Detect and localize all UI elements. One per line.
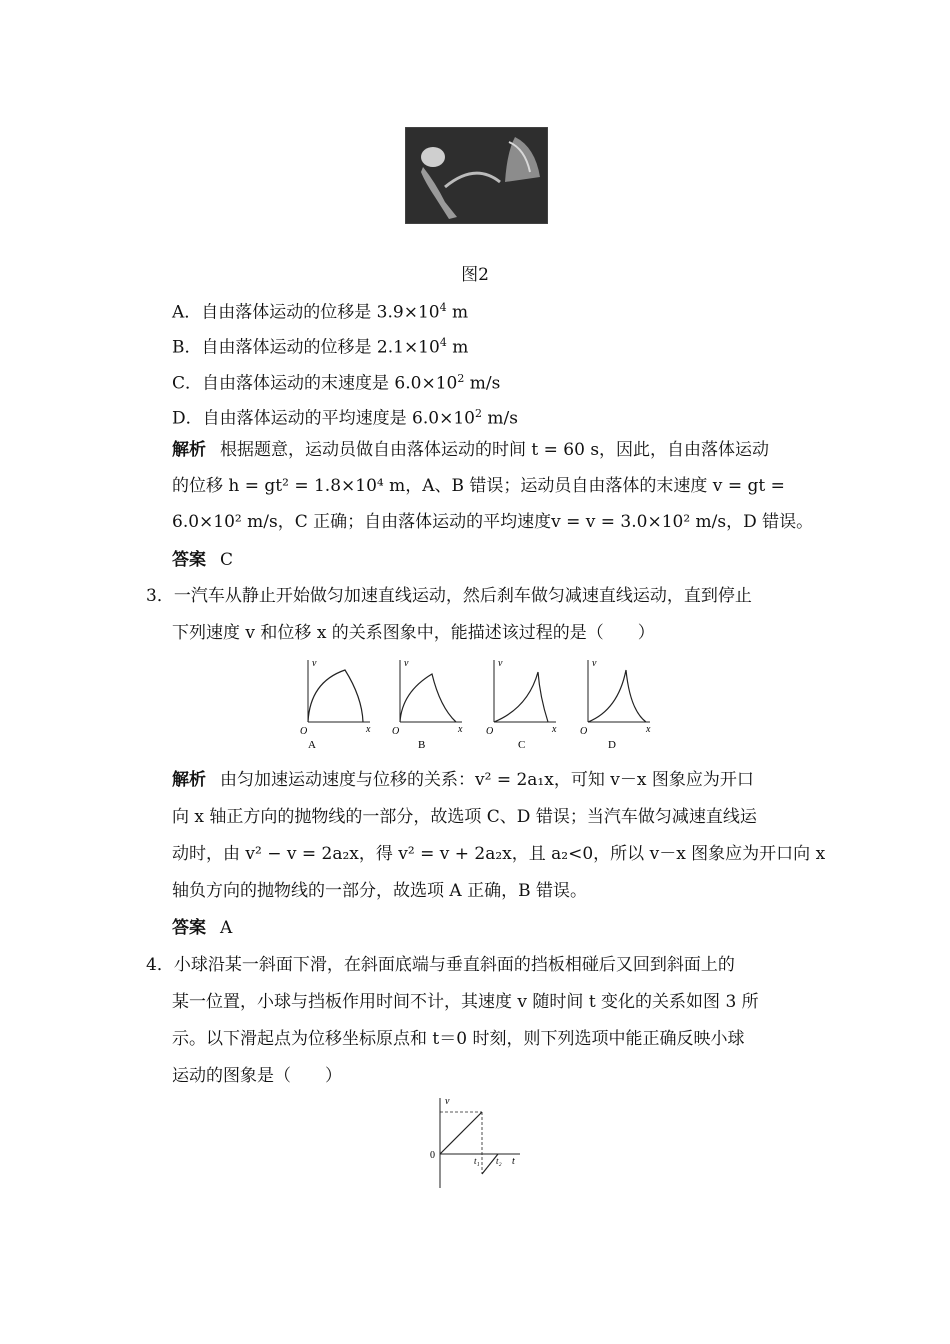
option-c: C．自由落体运动的末速度是 $6.0\times 10^2$ m/s xyxy=(172,372,501,394)
q3-analysis-line3: 动时，由 v² − v = 2a₂x，得 v² = v + 2a₂x，且 a₂<0，所以 v－x 图象应为开口向 x xyxy=(172,844,826,864)
graph-c-letter: C xyxy=(518,739,526,751)
graph-a-letter: A xyxy=(308,739,316,751)
q3-analysis-line1: 解析 由匀加速运动速度与位移的关系：v² = 2a₁x，可知 v－x 图象应为开口 xyxy=(172,770,754,790)
graph-b-x-label: x xyxy=(458,724,463,735)
graph-c-v-label: v xyxy=(498,658,503,669)
graph-a-x-label: x xyxy=(366,724,371,735)
q3-graphs xyxy=(290,652,660,762)
q3-analysis-line4: 轴负方向的抛物线的一部分，故选项 A 正确，B 错误。 xyxy=(172,881,587,901)
graph-d-o-label: O xyxy=(580,726,588,737)
q3-line1: 3．一汽车从静止开始做匀加速直线运动，然后刹车做匀减速直线运动，直到停止 xyxy=(146,586,752,606)
q4-line1: 4．小球沿某一斜面下滑，在斜面底端与垂直斜面的挡板相碰后又回到斜面上的 xyxy=(146,955,735,975)
graph-c-o-label: O xyxy=(486,726,494,737)
graph-a-o-label: O xyxy=(300,726,308,737)
q2-analysis-line1: 解析 根据题意，运动员做自由落体运动的时间 t = 60 s，因此，自由落体运动 xyxy=(172,440,770,460)
figure-caption: 图2 xyxy=(461,265,489,285)
graph-b-o-label: O xyxy=(392,726,400,737)
q4-line3: 示。以下滑起点为位移坐标原点和 t＝0 时刻，则下列选项中能正确反映小球 xyxy=(172,1029,745,1049)
q4-line2: 某一位置，小球与挡板作用时间不计，其速度 v 随时间 t 变化的关系如图 3 所 xyxy=(172,992,759,1012)
graph-d-v-label: v xyxy=(592,658,597,669)
graph-d-letter: D xyxy=(608,739,616,751)
graph-b-v-label: v xyxy=(404,658,409,669)
graph-b-letter: B xyxy=(418,739,426,751)
q2-answer: 答案 C xyxy=(172,550,234,570)
q3-line2: 下列速度 v 和位移 x 的关系图象中，能描述该过程的是（ ） xyxy=(172,623,655,643)
vt-t-label: t xyxy=(512,1156,515,1167)
graph-a xyxy=(300,658,371,751)
graph-b xyxy=(392,658,463,751)
graph-d xyxy=(580,658,651,751)
graph-c xyxy=(486,658,557,751)
option-d: D．自由落体运动的平均速度是 $6.0\times 10^2$ m/s xyxy=(172,407,518,429)
option-b: B．自由落体运动的位移是 $2.1\times 10^4$ m xyxy=(172,336,469,358)
skydiver-photo xyxy=(405,127,548,224)
vt-t2-label: t₂ xyxy=(496,1156,502,1166)
vt-t1-label: t₁ xyxy=(474,1156,480,1166)
q4-line4: 运动的图象是（ ） xyxy=(172,1066,342,1086)
q2-analysis-line2: 的位移 h = gt² = 1.8×10⁴ m，A、B 错误；运动员自由落体的末速度 v = gt = xyxy=(172,476,785,496)
q3-analysis-line2: 向 x 轴正方向的抛物线的一部分，故选项 C、D 错误；当汽车做匀减速直线运 xyxy=(172,807,757,827)
vt-v-label: v xyxy=(445,1096,450,1107)
vt-origin-label: 0 xyxy=(430,1150,435,1161)
graph-d-x-label: x xyxy=(646,724,651,735)
option-a: A．自由落体运动的位移是 $3.9\times 10^4$ m xyxy=(172,301,469,323)
q2-analysis-line3: 6.0×10² m/s，C 正确；自由落体运动的平均速度v = v = 3.0×10² m/s，D 错误。 xyxy=(172,512,814,532)
graph-c-x-label: x xyxy=(552,724,557,735)
vt-graph-figure3 xyxy=(420,1092,530,1192)
q3-answer: 答案 A xyxy=(172,918,233,938)
graph-a-v-label: v xyxy=(312,658,317,669)
